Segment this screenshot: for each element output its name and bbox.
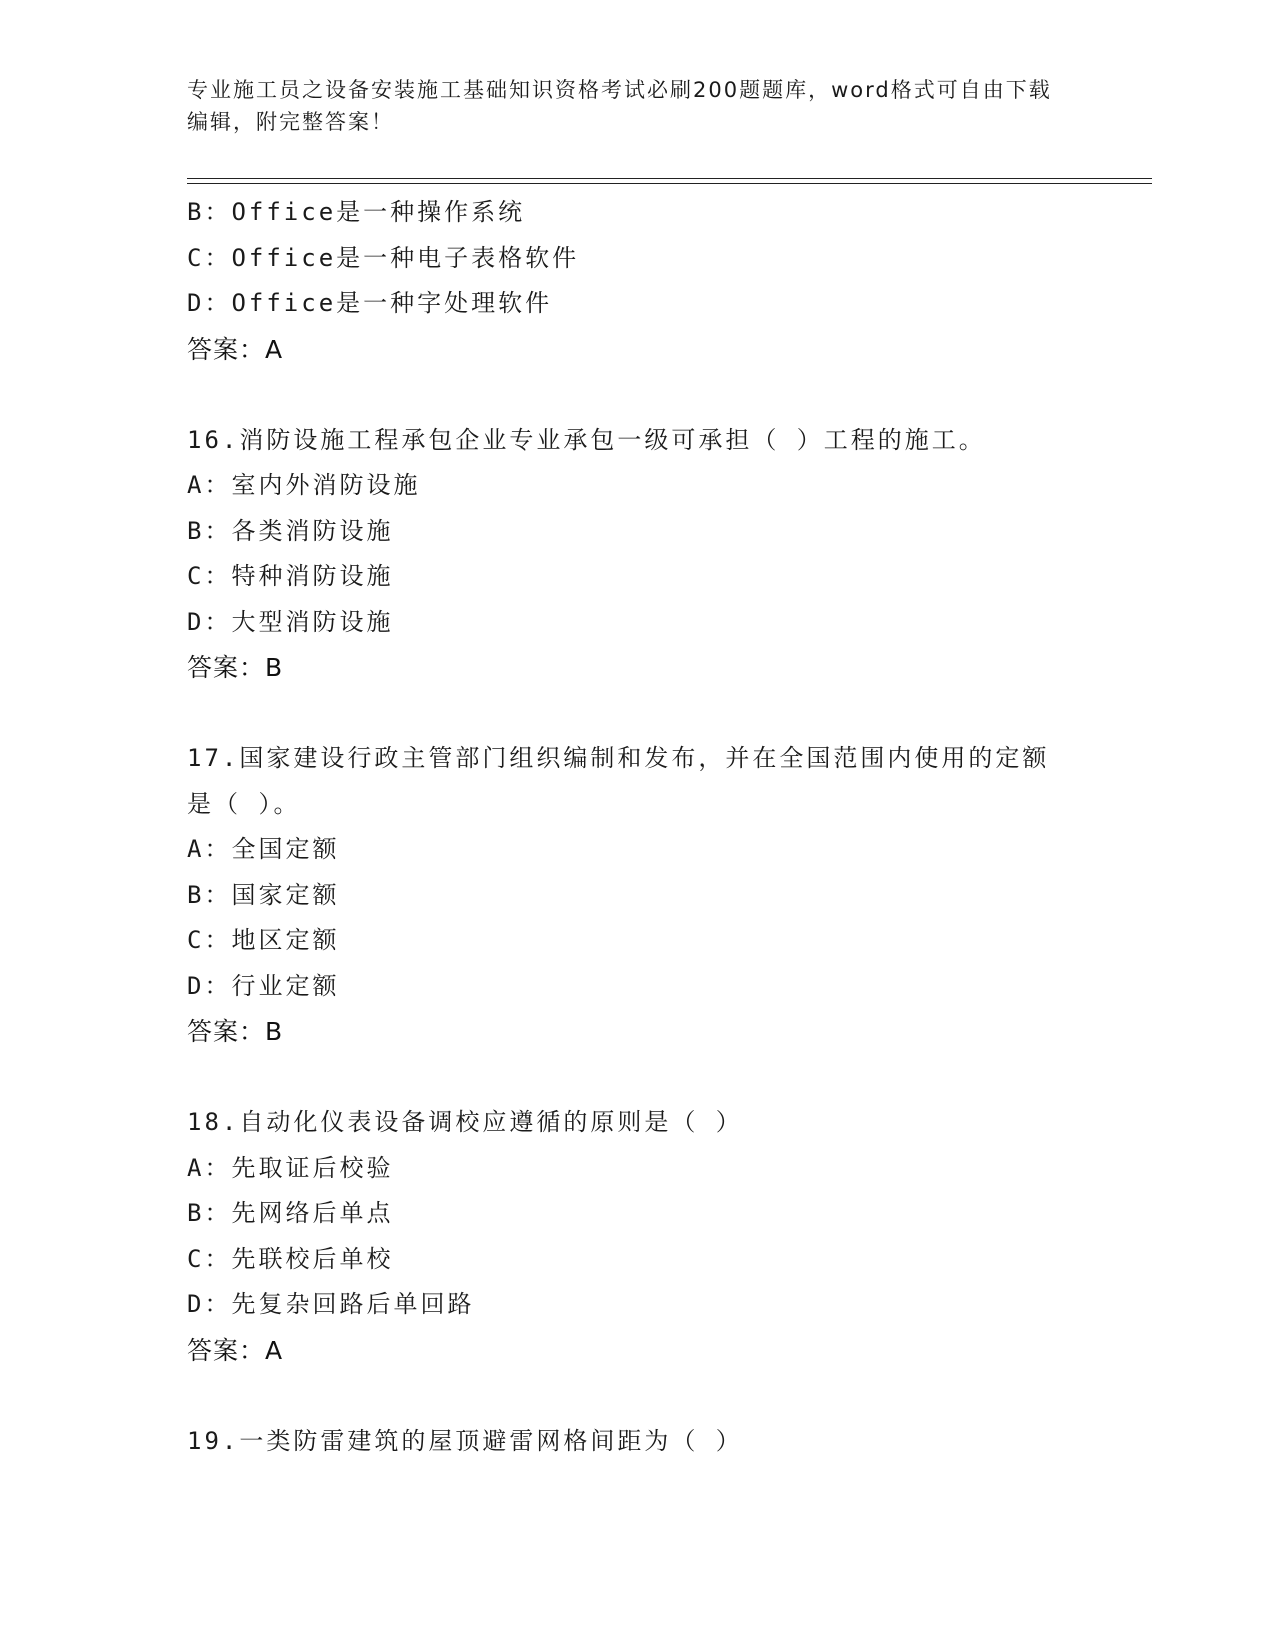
- question-18: [187, 1100, 1087, 1373]
- question-19: [187, 1419, 1087, 1465]
- question-stem: 16.消防设施工程承包企业专业承包一级可承担（ ）工程的施工。: [187, 425, 986, 454]
- option-d: D：Office是一种字处理软件: [187, 289, 553, 317]
- option-d: D：大型消防设施: [187, 607, 394, 636]
- option-b: B：国家定额: [187, 880, 340, 909]
- option-d: D：行业定额: [187, 971, 340, 1000]
- answer-label: 答案：B: [187, 1017, 284, 1046]
- previous-question-tail: [187, 190, 1087, 372]
- question-stem: 18.自动化仪表设备调校应遵循的原则是（ ）: [187, 1108, 743, 1136]
- question-17: [187, 736, 1087, 1055]
- option-c: C：先联校后单校: [187, 1244, 394, 1273]
- answer-label: 答案：A: [187, 1335, 284, 1365]
- option-b: B：先网络后单点: [187, 1199, 394, 1227]
- answer-label: 答案：B: [187, 653, 284, 682]
- option-a: A：全国定额: [187, 835, 340, 863]
- option-b: B：各类消防设施: [187, 516, 394, 545]
- spacer: [187, 1055, 1087, 1101]
- question-list: [187, 190, 1087, 1464]
- spacer: [187, 691, 1087, 737]
- question-stem: 19.一类防雷建筑的屋顶避雷网格间距为（ ）: [187, 1426, 743, 1455]
- option-c: C：特种消防设施: [187, 562, 394, 590]
- header-divider-bottom: [187, 183, 1152, 184]
- option-c: C：Office是一种电子表格软件: [187, 243, 580, 272]
- spacer: [187, 1373, 1087, 1419]
- option-a: A：先取证后校验: [187, 1153, 394, 1182]
- document-header: 专业施工员之设备安装施工基础知识资格考试必刷200题题库，word格式可自由下载编辑，附完整答案！: [187, 78, 1052, 134]
- option-b: B：Office是一种操作系统: [187, 198, 526, 226]
- option-c: C：地区定额: [187, 926, 340, 954]
- answer-label: 答案：A: [187, 334, 284, 364]
- question-16: [187, 418, 1087, 691]
- option-a: A：室内外消防设施: [187, 471, 421, 499]
- spacer: [187, 372, 1087, 418]
- question-stem: 17.国家建设行政主管部门组织编制和发布，并在全国范围内使用的定额是（ ）。: [187, 744, 1050, 818]
- header-divider-top: [187, 178, 1152, 179]
- option-d: D：先复杂回路后单回路: [187, 1290, 475, 1318]
